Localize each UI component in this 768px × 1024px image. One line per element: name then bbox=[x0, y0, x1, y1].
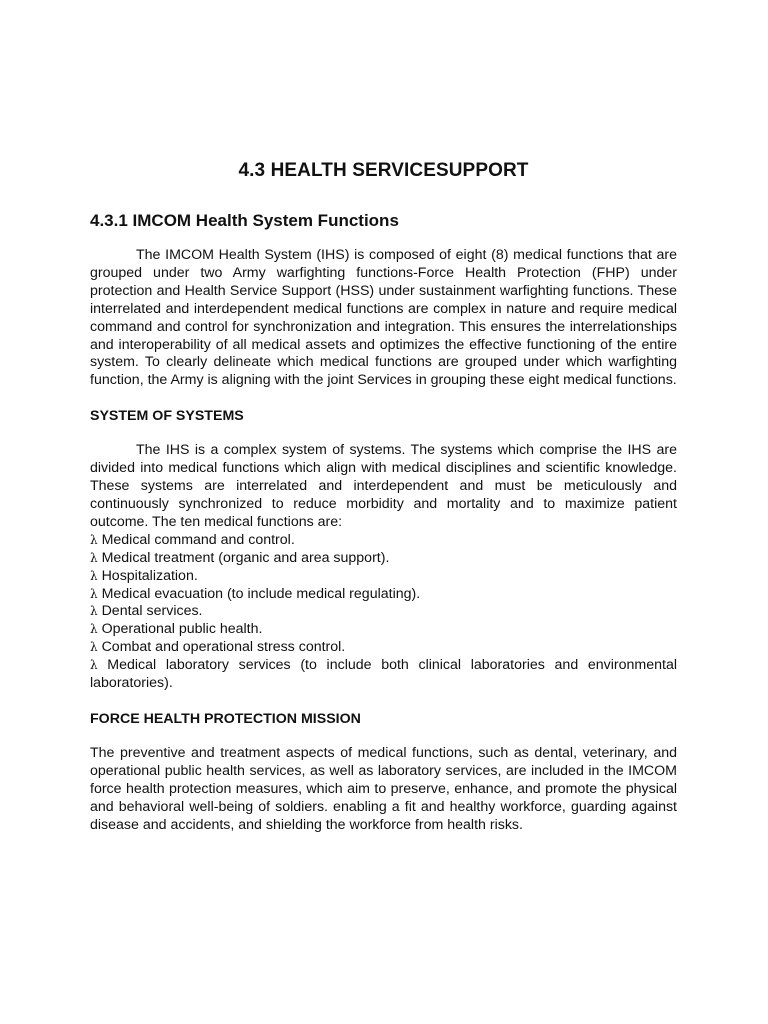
force-health-protection-heading: FORCE HEALTH PROTECTION MISSION bbox=[90, 710, 361, 727]
intro-paragraph: The IMCOM Health System (IHS) is composed of eight (8) medical functions that are grouped under two Army warfighting functions-Force Health Protection (FHP) under protection and Health Service Support (HSS) under sustainment warfighting functions. These interrelated and interdependent medical functions are complex in nature and require medical command and control for synchronization and integration. This ensures the interrelationships and interoperability of all medical assets and optimizes the effective functioning of the entire system. To clearly delineate which medical functions are grouped under which warfighting function, the Army is aligning with the joint Services in grouping these eight medical functions. bbox=[90, 247, 677, 389]
list-item bbox=[90, 657, 677, 693]
list-item bbox=[90, 603, 677, 621]
lambda-bullet-icon: λ bbox=[90, 658, 98, 673]
lambda-bullet-icon: λ bbox=[90, 622, 98, 637]
lambda-bullet-icon: λ bbox=[90, 586, 98, 601]
list-item bbox=[90, 550, 677, 568]
lambda-bullet-icon: λ bbox=[90, 568, 98, 583]
list-item-text: Medical command and control. bbox=[101, 531, 295, 548]
lambda-bullet-icon: λ bbox=[90, 532, 98, 547]
section-heading: 4.3.1 IMCOM Health System Functions bbox=[90, 211, 399, 230]
list-item-text: Hospitalization. bbox=[101, 567, 198, 584]
list-item bbox=[90, 621, 677, 639]
fhp-paragraph: The preventive and treatment aspects of medical functions, such as dental, veterinary, and operational public health services, as well as laboratory services, are included in the IMCOM force health protection measures, which aim to preserve, enhance, and promote the physical and behavioral well-being of soldiers. enabling a fit and healthy workforce, guarding against disease and accidents, and shielding the workforce from health risks. bbox=[90, 744, 677, 833]
list-item bbox=[90, 639, 677, 657]
list-item-text: Operational public health. bbox=[101, 621, 263, 638]
system-paragraph: The IHS is a complex system of systems. The systems which comprise the IHS are divided into medical functions which align with medical disciplines and scientific knowledge. These systems are interrelated and interdependent and must be meticulously and continuously synchronized to reduce morbidity and mortality and to maximize patient outcome. The ten medical functions are: bbox=[90, 442, 677, 530]
list-item-text: Medical laboratory services (to include both clinical laboratories and environmental laboratories). bbox=[90, 657, 677, 692]
list-item-text: Medical evacuation (to include medical regulating). bbox=[101, 585, 421, 602]
list-item-text: Dental services. bbox=[101, 603, 203, 620]
list-item-text: Combat and operational stress control. bbox=[101, 639, 346, 656]
lambda-bullet-icon: λ bbox=[90, 640, 98, 655]
list-item bbox=[90, 586, 677, 604]
lambda-bullet-icon: λ bbox=[90, 550, 98, 565]
list-item-text: Medical treatment (organic and area support). bbox=[101, 549, 390, 566]
medical-functions-list bbox=[90, 532, 677, 693]
list-item bbox=[90, 532, 677, 550]
lambda-bullet-icon: λ bbox=[90, 604, 98, 619]
page-title: 4.3 HEALTH SERVICESUPPORT bbox=[238, 160, 529, 181]
system-of-systems-heading: SYSTEM OF SYSTEMS bbox=[90, 408, 244, 425]
list-item bbox=[90, 568, 677, 586]
